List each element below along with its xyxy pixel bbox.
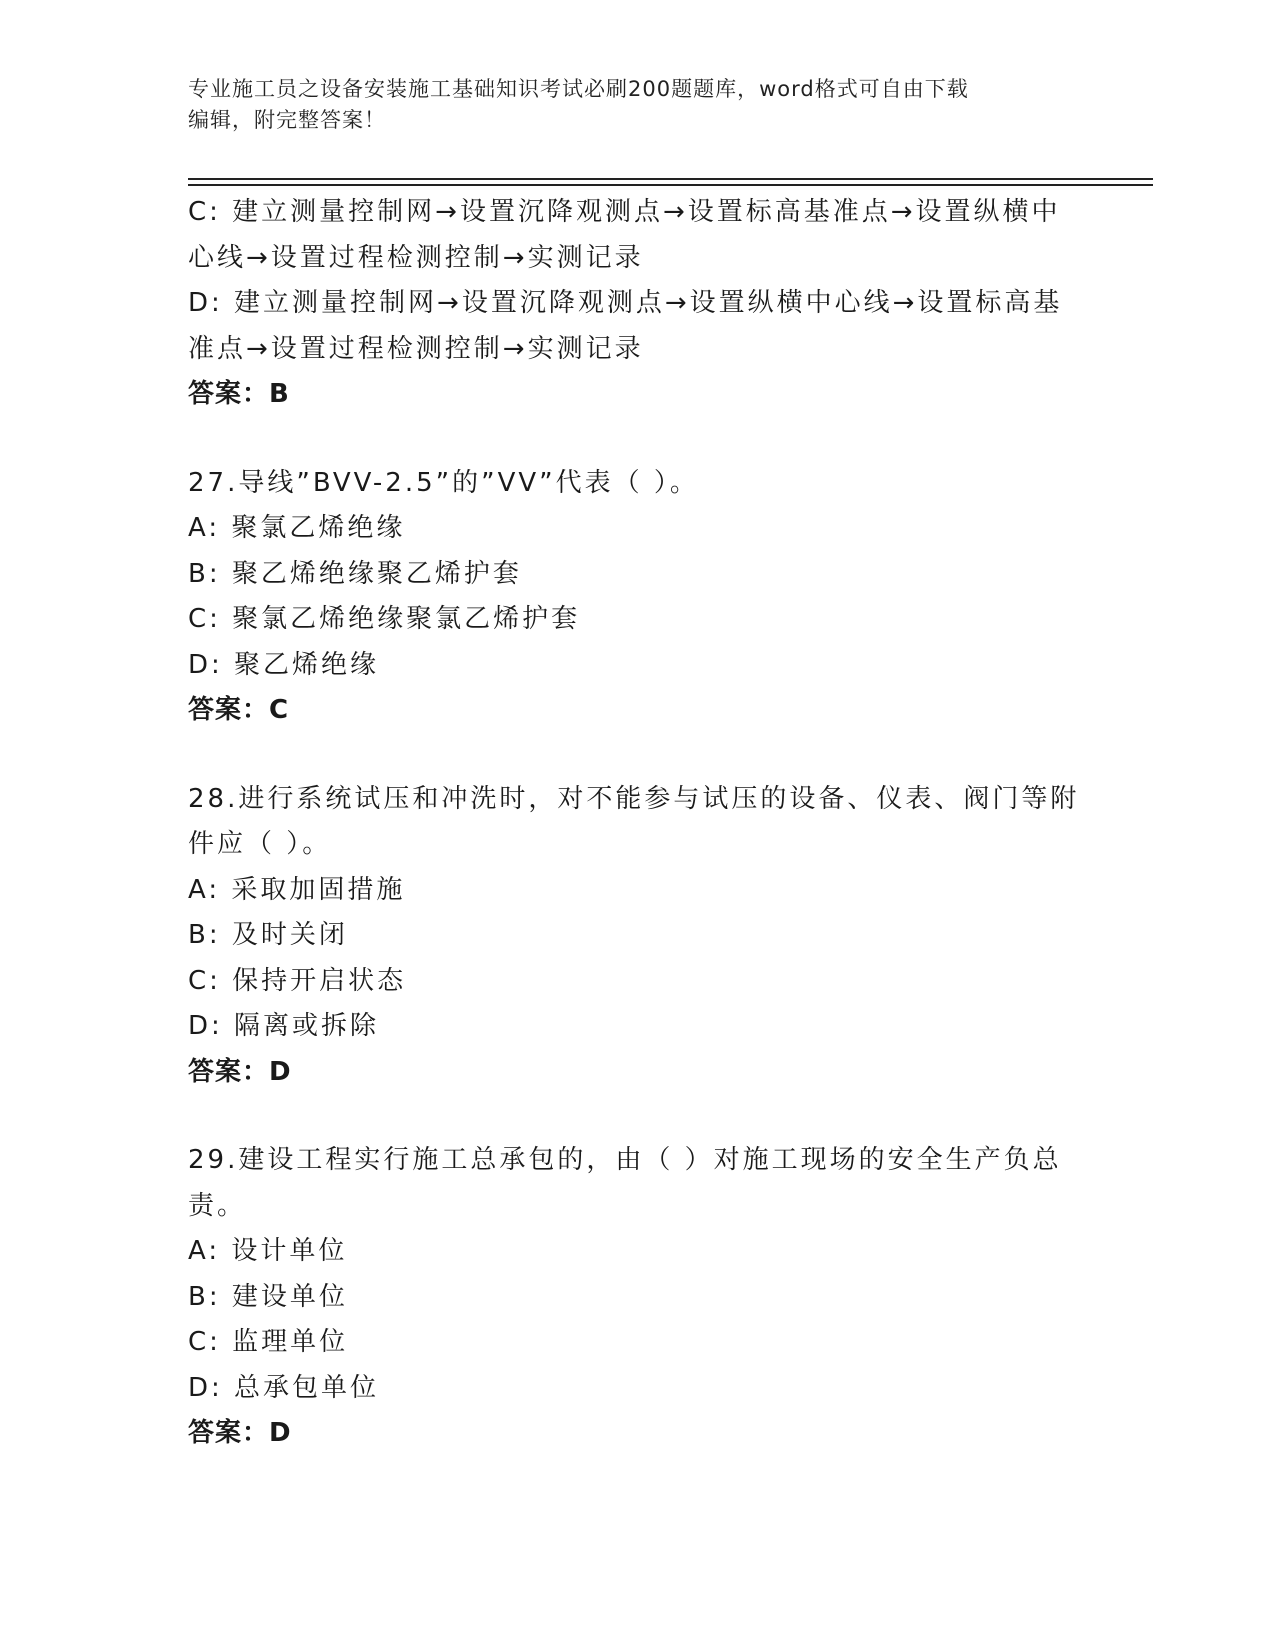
question-28 [188, 777, 1088, 1096]
option-c-line-2: 心线→设置过程检测控制→实测记录 [188, 242, 644, 273]
option-b: B: 聚乙烯绝缘聚乙烯护套 [188, 558, 522, 589]
answer-label: 答案：D [188, 1056, 292, 1087]
question-stem-line-2: 件应（ ）。 [188, 829, 332, 859]
option-a: A: 采取加固措施 [188, 874, 406, 905]
answer-label: 答案：B [188, 379, 290, 409]
question-26-tail [188, 190, 1088, 418]
option-d-line-2: 准点→设置过程检测控制→实测记录 [188, 333, 644, 364]
option-c: C: 监理单位 [188, 1327, 349, 1357]
option-d-line-1: D: 建立测量控制网→设置沉降观测点→设置纵横中心线→设置标高基 [188, 288, 1063, 318]
document-header [188, 74, 1068, 136]
option-c-line-1: C: 建立测量控制网→设置沉降观测点→设置标高基准点→设置纵横中 [188, 197, 1061, 227]
header-divider-top [188, 178, 1153, 180]
option-d: D: 总承包单位 [188, 1372, 380, 1403]
question-stem: 27.导线”BVV-2.5”的”VV”代表（ ）。 [188, 467, 699, 498]
answer-label: 答案：C [188, 695, 290, 725]
header-line-2: 编辑，附完整答案！ [188, 108, 386, 132]
option-a: A: 聚氯乙烯绝缘 [188, 513, 406, 543]
answer-label: 答案：D [188, 1418, 292, 1448]
question-content [188, 190, 1088, 1457]
option-b: B: 建设单位 [188, 1281, 348, 1312]
question-27 [188, 461, 1088, 734]
option-a: A: 设计单位 [188, 1236, 348, 1266]
option-c: C: 聚氯乙烯绝缘聚氯乙烯护套 [188, 604, 581, 634]
question-stem-line-1: 28.进行系统试压和冲洗时，对不能参与试压的设备、仪表、阀门等附 [188, 783, 1080, 814]
option-b: B: 及时关闭 [188, 920, 348, 950]
header-divider-bottom [188, 184, 1153, 186]
question-stem-line-2: 责。 [188, 1190, 247, 1221]
question-29 [188, 1138, 1088, 1457]
option-d: D: 聚乙烯绝缘 [188, 649, 380, 680]
option-d: D: 隔离或拆除 [188, 1011, 380, 1041]
question-stem-line-1: 29.建设工程实行施工总承包的，由（ ）对施工现场的安全生产负总 [188, 1145, 1062, 1175]
header-line-1: 专业施工员之设备安装施工基础知识考试必刷200题题库，word格式可自由下载 [188, 77, 969, 101]
option-c: C: 保持开启状态 [188, 965, 407, 996]
